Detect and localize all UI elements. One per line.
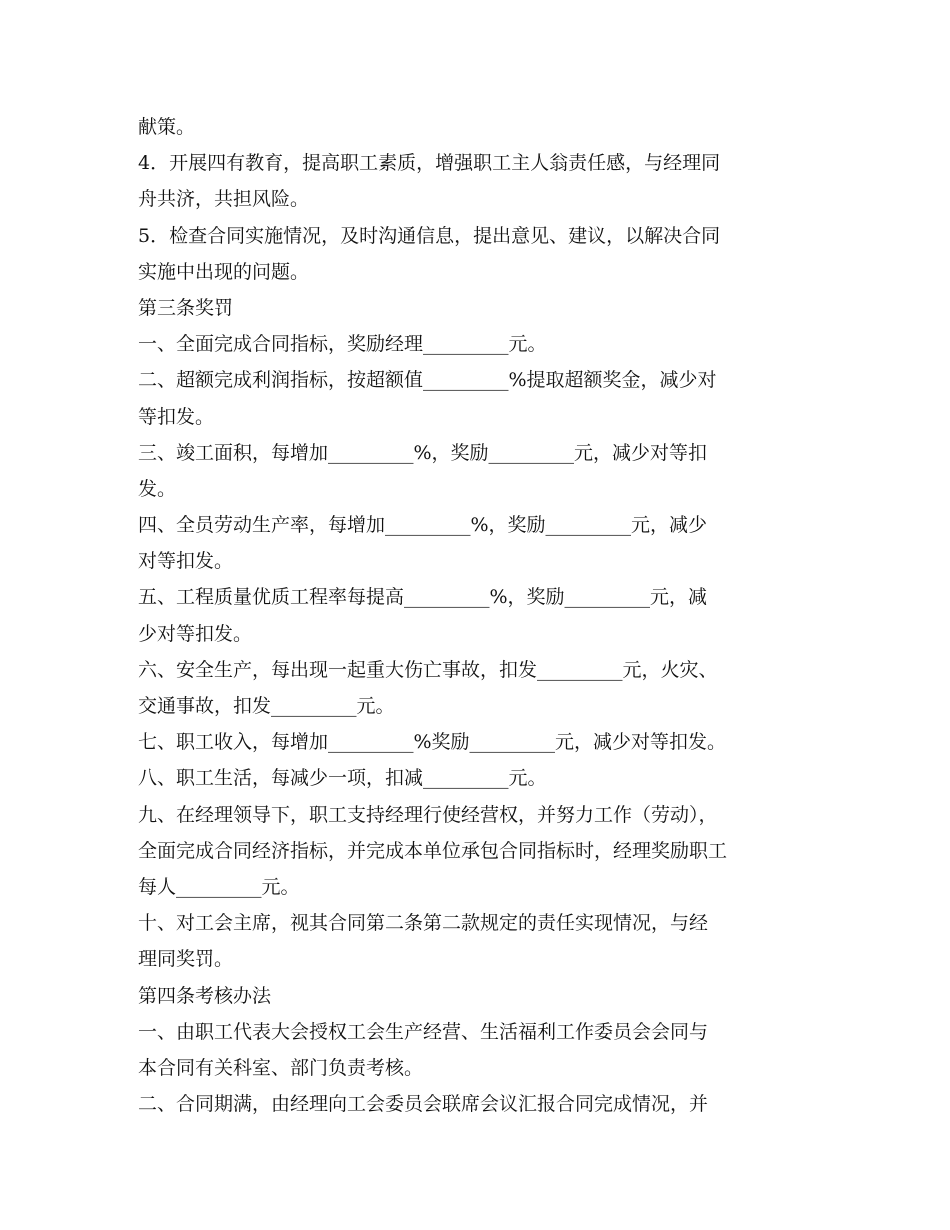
text-line: 二、超额完成利润指标，按超额值_________%提取超额奖金，减少对 — [138, 369, 717, 392]
text-line: 献策。 — [138, 116, 196, 138]
text-line: 七、职工收入，每增加_________%奖励_________元，减少对等扣发。 — [138, 731, 727, 754]
section-heading: 第三条奖罚 — [138, 296, 234, 319]
text-line: 五、工程质量优质工程率每提高_________%，奖励_________元，减 — [138, 586, 708, 609]
section-heading: 第四条考核办法 — [138, 984, 272, 1007]
text-line: 九、在经理领导下，职工支持经理行使经营权，并努力工作（劳动）， — [138, 803, 718, 826]
text-line: 等扣发。 — [138, 405, 215, 428]
text-line: 发。 — [138, 477, 177, 500]
text-line: 六、安全生产，每出现一起重大伤亡事故，扣发_________元，火灾、 — [138, 658, 718, 681]
text-line: 理同奖罚。 — [138, 948, 234, 971]
text-line: 八、职工生活，每减少一项，扣减_________元。 — [138, 767, 547, 790]
text-line: 4．开展四有教育，提高职工素质，增强职工主人翁责任感，与经理同 — [138, 152, 721, 175]
text-line: 交通事故，扣发_________元。 — [138, 695, 395, 717]
text-line: 本合同有关科室、部门负责考核。 — [138, 1056, 424, 1079]
text-line: 二、合同期满，由经理向工会委员会联席会议汇报合同完成情况，并 — [138, 1093, 709, 1116]
text-line: 一、全面完成合同指标，奖励经理_________元。 — [138, 333, 547, 356]
text-line: 三、竣工面积，每增加_________%，奖励_________元，减少对等扣 — [138, 441, 708, 464]
text-line: 舟共济，共担风险。 — [138, 188, 310, 211]
text-line: 十、对工会主席，视其合同第二条第二款规定的责任实现情况，与经 — [138, 912, 709, 935]
text-line: 实施中出现的问题。 — [138, 260, 310, 283]
text-line: 5．检查合同实施情况，及时沟通信息，提出意见、建议，以解决合同 — [138, 224, 721, 247]
text-line: 一、由职工代表大会授权工会生产经营、生活福利工作委员会会同与 — [138, 1020, 709, 1043]
text-line: 少对等扣发。 — [138, 622, 253, 645]
text-line: 对等扣发。 — [138, 550, 234, 573]
text-line: 全面完成合同经济指标，并完成本单位承包合同指标时，经理奖励职工 — [138, 839, 728, 862]
text-line: 四、全员劳动生产率，每增加_________%，奖励_________元，减少 — [138, 514, 708, 537]
text-line: 每人_________元。 — [138, 875, 300, 898]
